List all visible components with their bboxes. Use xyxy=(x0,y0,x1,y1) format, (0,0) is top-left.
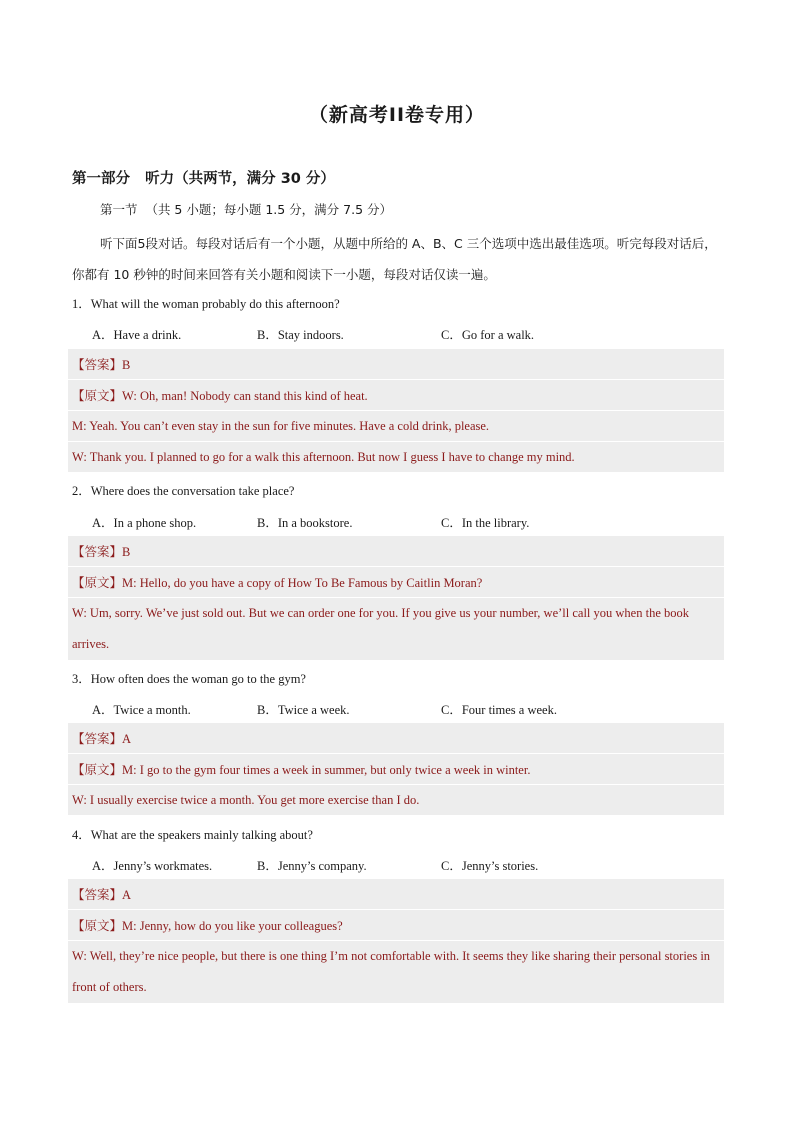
answer-value: A xyxy=(122,732,132,746)
answer-row xyxy=(68,879,724,910)
answer-value: B xyxy=(122,545,131,559)
subsection-heading: 第一节 （共 5 小题；每小题 1.5 分，满分 7.5 分） xyxy=(100,202,392,217)
option-c: C．Jenny’s stories. xyxy=(441,859,539,873)
transcript-text: M: Hello, do you have a copy of How To Be Famous by Caitlin Moran? xyxy=(122,576,483,590)
answer-tag: 【答案】 xyxy=(72,731,123,746)
transcript-text: M: I go to the gym four times a week in summer, but only twice a week in winter. xyxy=(122,763,531,777)
source-tag: 【原文】 xyxy=(72,575,123,590)
source-tag: 【原文】 xyxy=(72,918,123,933)
transcript-line xyxy=(68,567,724,598)
option-a: A．Have a drink. xyxy=(92,328,182,342)
page-title: （新高考II卷专用） xyxy=(308,104,486,126)
transcript-line xyxy=(68,754,724,785)
transcript-line xyxy=(68,910,724,941)
question-stem: 3．How often does the woman go to the gym? xyxy=(72,672,306,686)
transcript-line: W: Thank you. I planned to go for a walk this afternoon. But now I guess I have to change my mind. xyxy=(68,442,724,473)
option-b: B．Jenny’s company. xyxy=(257,859,367,873)
answer-row xyxy=(68,349,724,380)
option-a: A．In a phone shop. xyxy=(92,516,197,530)
question-stem: 1．What will the woman probably do this afternoon? xyxy=(72,297,340,311)
source-tag: 【原文】 xyxy=(72,762,123,777)
answer-tag: 【答案】 xyxy=(72,544,123,559)
option-a: A．Jenny’s workmates. xyxy=(92,859,213,873)
transcript-line xyxy=(68,380,724,411)
answer-value: A xyxy=(122,888,132,902)
answer-row xyxy=(68,723,724,754)
transcript-line: M: Yeah. You can’t even stay in the sun for five minutes. Have a cold drink, please. xyxy=(68,411,724,442)
option-c: C．In the library. xyxy=(441,516,530,530)
answer-tag: 【答案】 xyxy=(72,887,123,902)
option-c: C．Go for a walk. xyxy=(441,328,535,342)
answer-block xyxy=(68,879,724,1004)
answer-row xyxy=(68,536,724,567)
answer-value: B xyxy=(122,358,131,372)
transcript-line: W: I usually exercise twice a month. You get more exercise than I do. xyxy=(68,785,724,816)
option-b: B．In a bookstore. xyxy=(257,516,353,530)
transcript-text: M: Jenny, how do you like your colleagues? xyxy=(122,919,343,933)
question-stem: 4．What are the speakers mainly talking about? xyxy=(72,828,313,842)
instructions-paragraph: 听下面5段对话。每段对话后有一个小题，从题中所给的 A、B、C 三个选项中选出最佳选项。听完每段对话后，你都有 10 秒钟的时间来回答有关小题和阅读下一小题，每段对话仅读一遍。 xyxy=(72,236,717,282)
source-tag: 【原文】 xyxy=(72,388,123,403)
question-stem: 2．Where does the conversation take place? xyxy=(72,484,295,498)
option-c: C．Four times a week. xyxy=(441,703,557,717)
transcript-line: W: Well, they’re nice people, but there is one thing I’m not comfortable with. It seems they like sharing their personal stories in front of others. xyxy=(68,941,724,1004)
answer-block xyxy=(68,536,724,661)
answer-tag: 【答案】 xyxy=(72,357,123,372)
section-heading: 第一部分 听力（共两节，满分 30 分） xyxy=(72,171,335,187)
transcript-line: W: Um, sorry. We’ve just sold out. But we can order one for you. If you give us your number, we’ll call you when the book arrives. xyxy=(68,598,724,661)
option-a: A．Twice a month. xyxy=(92,703,191,717)
answer-block xyxy=(68,349,724,473)
answer-block xyxy=(68,723,724,816)
option-b: B．Twice a week. xyxy=(257,703,350,717)
option-b: B．Stay indoors. xyxy=(257,328,344,342)
transcript-text: W: Oh, man! Nobody can stand this kind of heat. xyxy=(122,389,368,403)
